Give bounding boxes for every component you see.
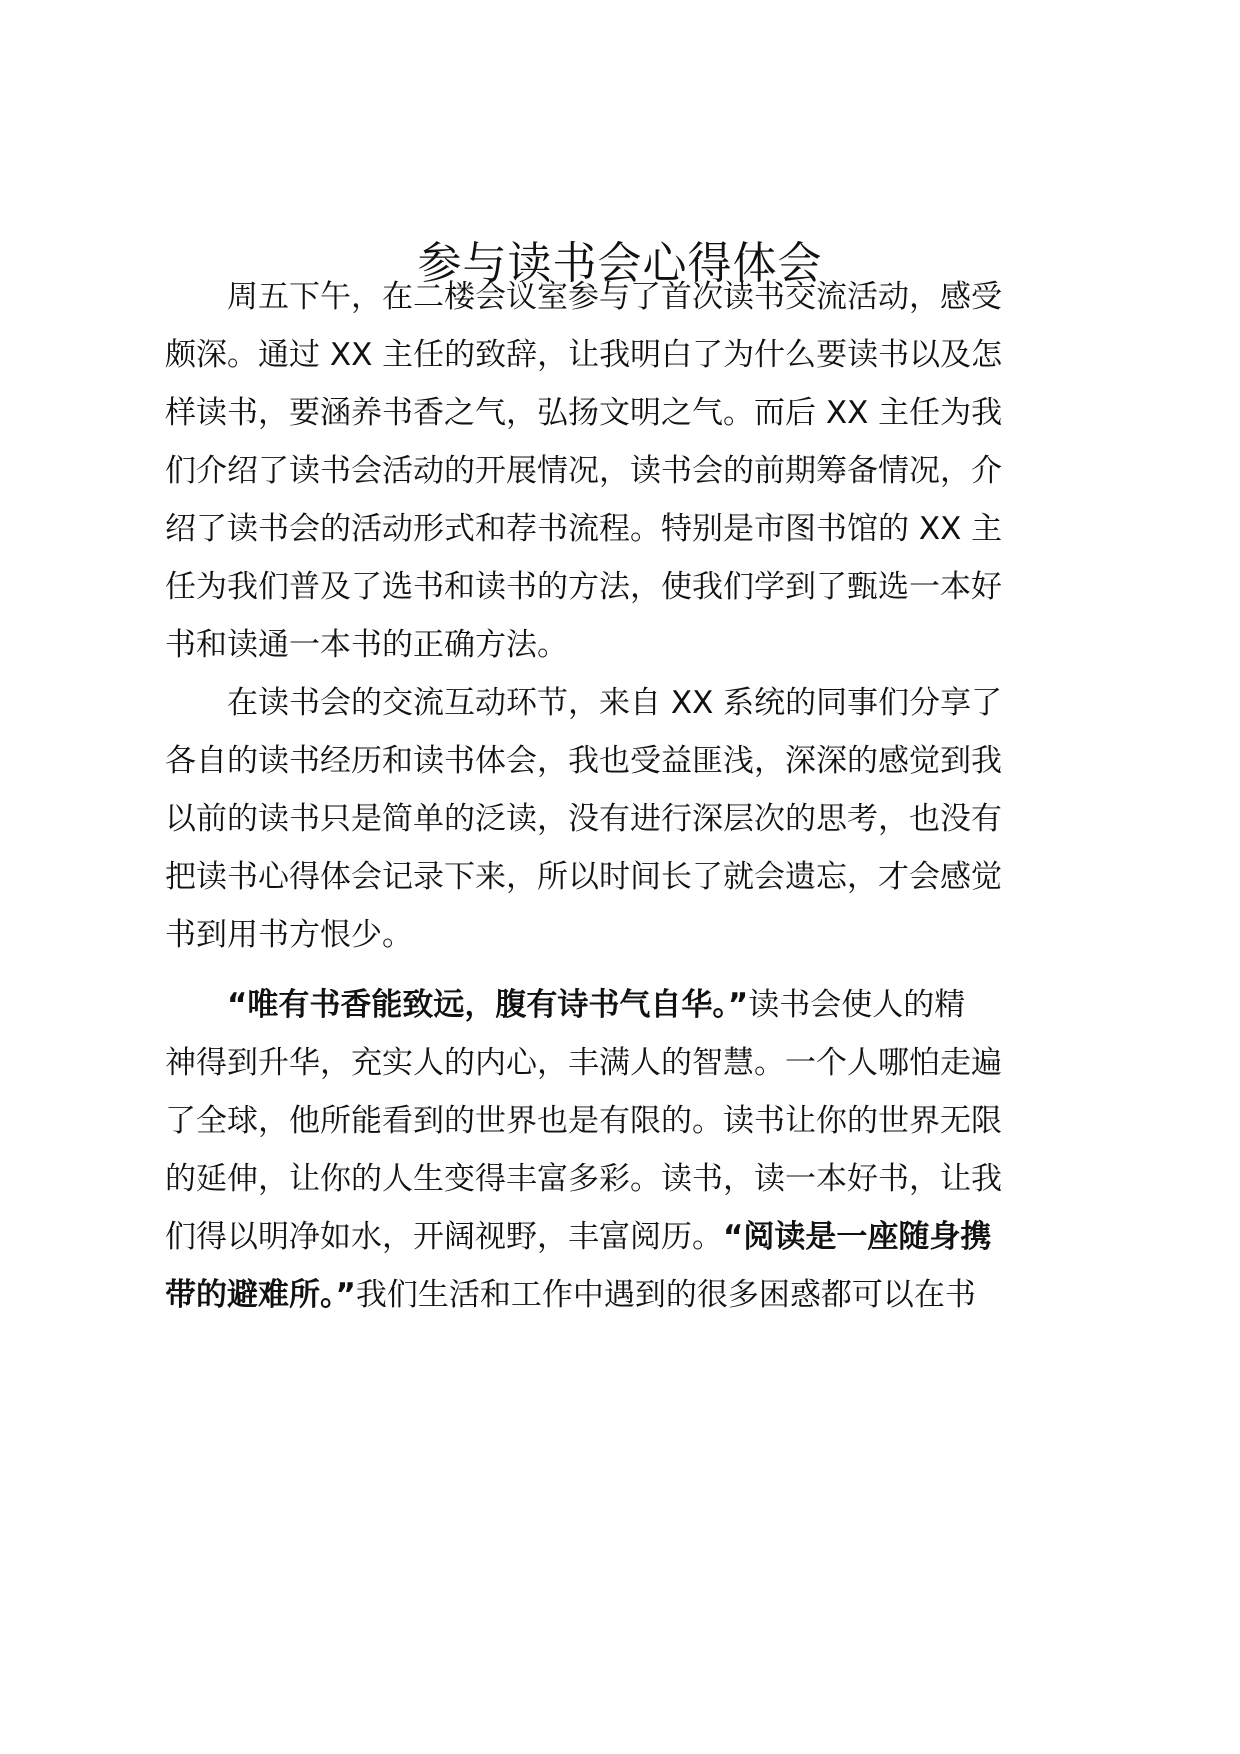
paragraph-line [165,794,1095,844]
text-segment: 以前的读书只是简单的泛读，没有进行深层次的思考，也没有 [165,801,1002,837]
document-title: 参与读书会心得体会 [417,238,823,289]
paragraph-line [165,980,1095,1030]
text-segment: 们得以明净如水，开阔视野，丰富阅历。 [165,1219,723,1255]
paragraph-line [165,562,1095,612]
text-segment: 书和读通一本书的正确方法。 [165,627,568,663]
paragraph-line [165,852,1095,902]
paragraph-line [165,1270,1095,1320]
text-segment: 读书会使人的精 [748,987,966,1023]
text-segment: 神得到升华，充实人的内心，丰满人的智慧。一个人哪怕走遍 [165,1045,1002,1081]
text-segment: 在读书会的交流互动环节，来自 XX 系统的同事们分享了 [165,685,1003,721]
text-segment: 们介绍了读书会活动的开展情况，读书会的前期筹备情况，介 [165,453,1002,489]
bold-text: 带的避难所。” [165,1277,356,1313]
text-segment: 绍了读书会的活动形式和荐书流程。特别是市图书馆的 XX 主 [165,511,1003,547]
bold-text: “唯有书香能致远，腹有诗书气自华。” [165,987,749,1023]
paragraph-line [165,1154,1095,1204]
text-segment: 各自的读书经历和读书体会，我也受益匪浅，深深的感觉到我 [165,743,1002,779]
paragraph-line [165,910,1095,960]
paragraph-line [165,620,1095,670]
paragraph-line [165,736,1095,786]
text-segment: 样读书，要涵养书香之气，弘扬文明之气。而后 XX 主任为我 [165,395,1003,431]
text-segment: 把读书心得体会记录下来，所以时间长了就会遗忘，才会感觉 [165,859,1002,895]
paragraph-line [165,446,1095,496]
text-segment: 颇深。通过 XX 主任的致辞，让我明白了为什么要读书以及怎 [165,337,1003,373]
text-segment: 了全球，他所能看到的世界也是有限的。读书让你的世界无限 [165,1103,1002,1139]
text-segment: 任为我们普及了选书和读书的方法，使我们学到了甄选一本好 [165,569,1002,605]
text-segment: 书到用书方恨少。 [165,917,413,953]
text-segment: 的延伸，让你的人生变得丰富多彩。读书，读一本好书，让我 [165,1161,1002,1197]
paragraph-line [165,1096,1095,1146]
paragraph-line [165,1038,1095,1088]
paragraph-line [165,504,1095,554]
paragraph-line [165,330,1095,380]
paragraph-line [165,1212,1095,1262]
paragraph-line [165,272,1095,322]
bold-text: “阅读是一座随身携 [723,1219,992,1255]
paragraph-line [165,678,1095,728]
paragraph-line [165,388,1095,438]
text-segment: 周五下午，在二楼会议室参与了首次读书交流活动，感受 [165,279,1002,315]
text-segment: 我们生活和工作中遇到的很多困惑都可以在书 [355,1277,976,1313]
